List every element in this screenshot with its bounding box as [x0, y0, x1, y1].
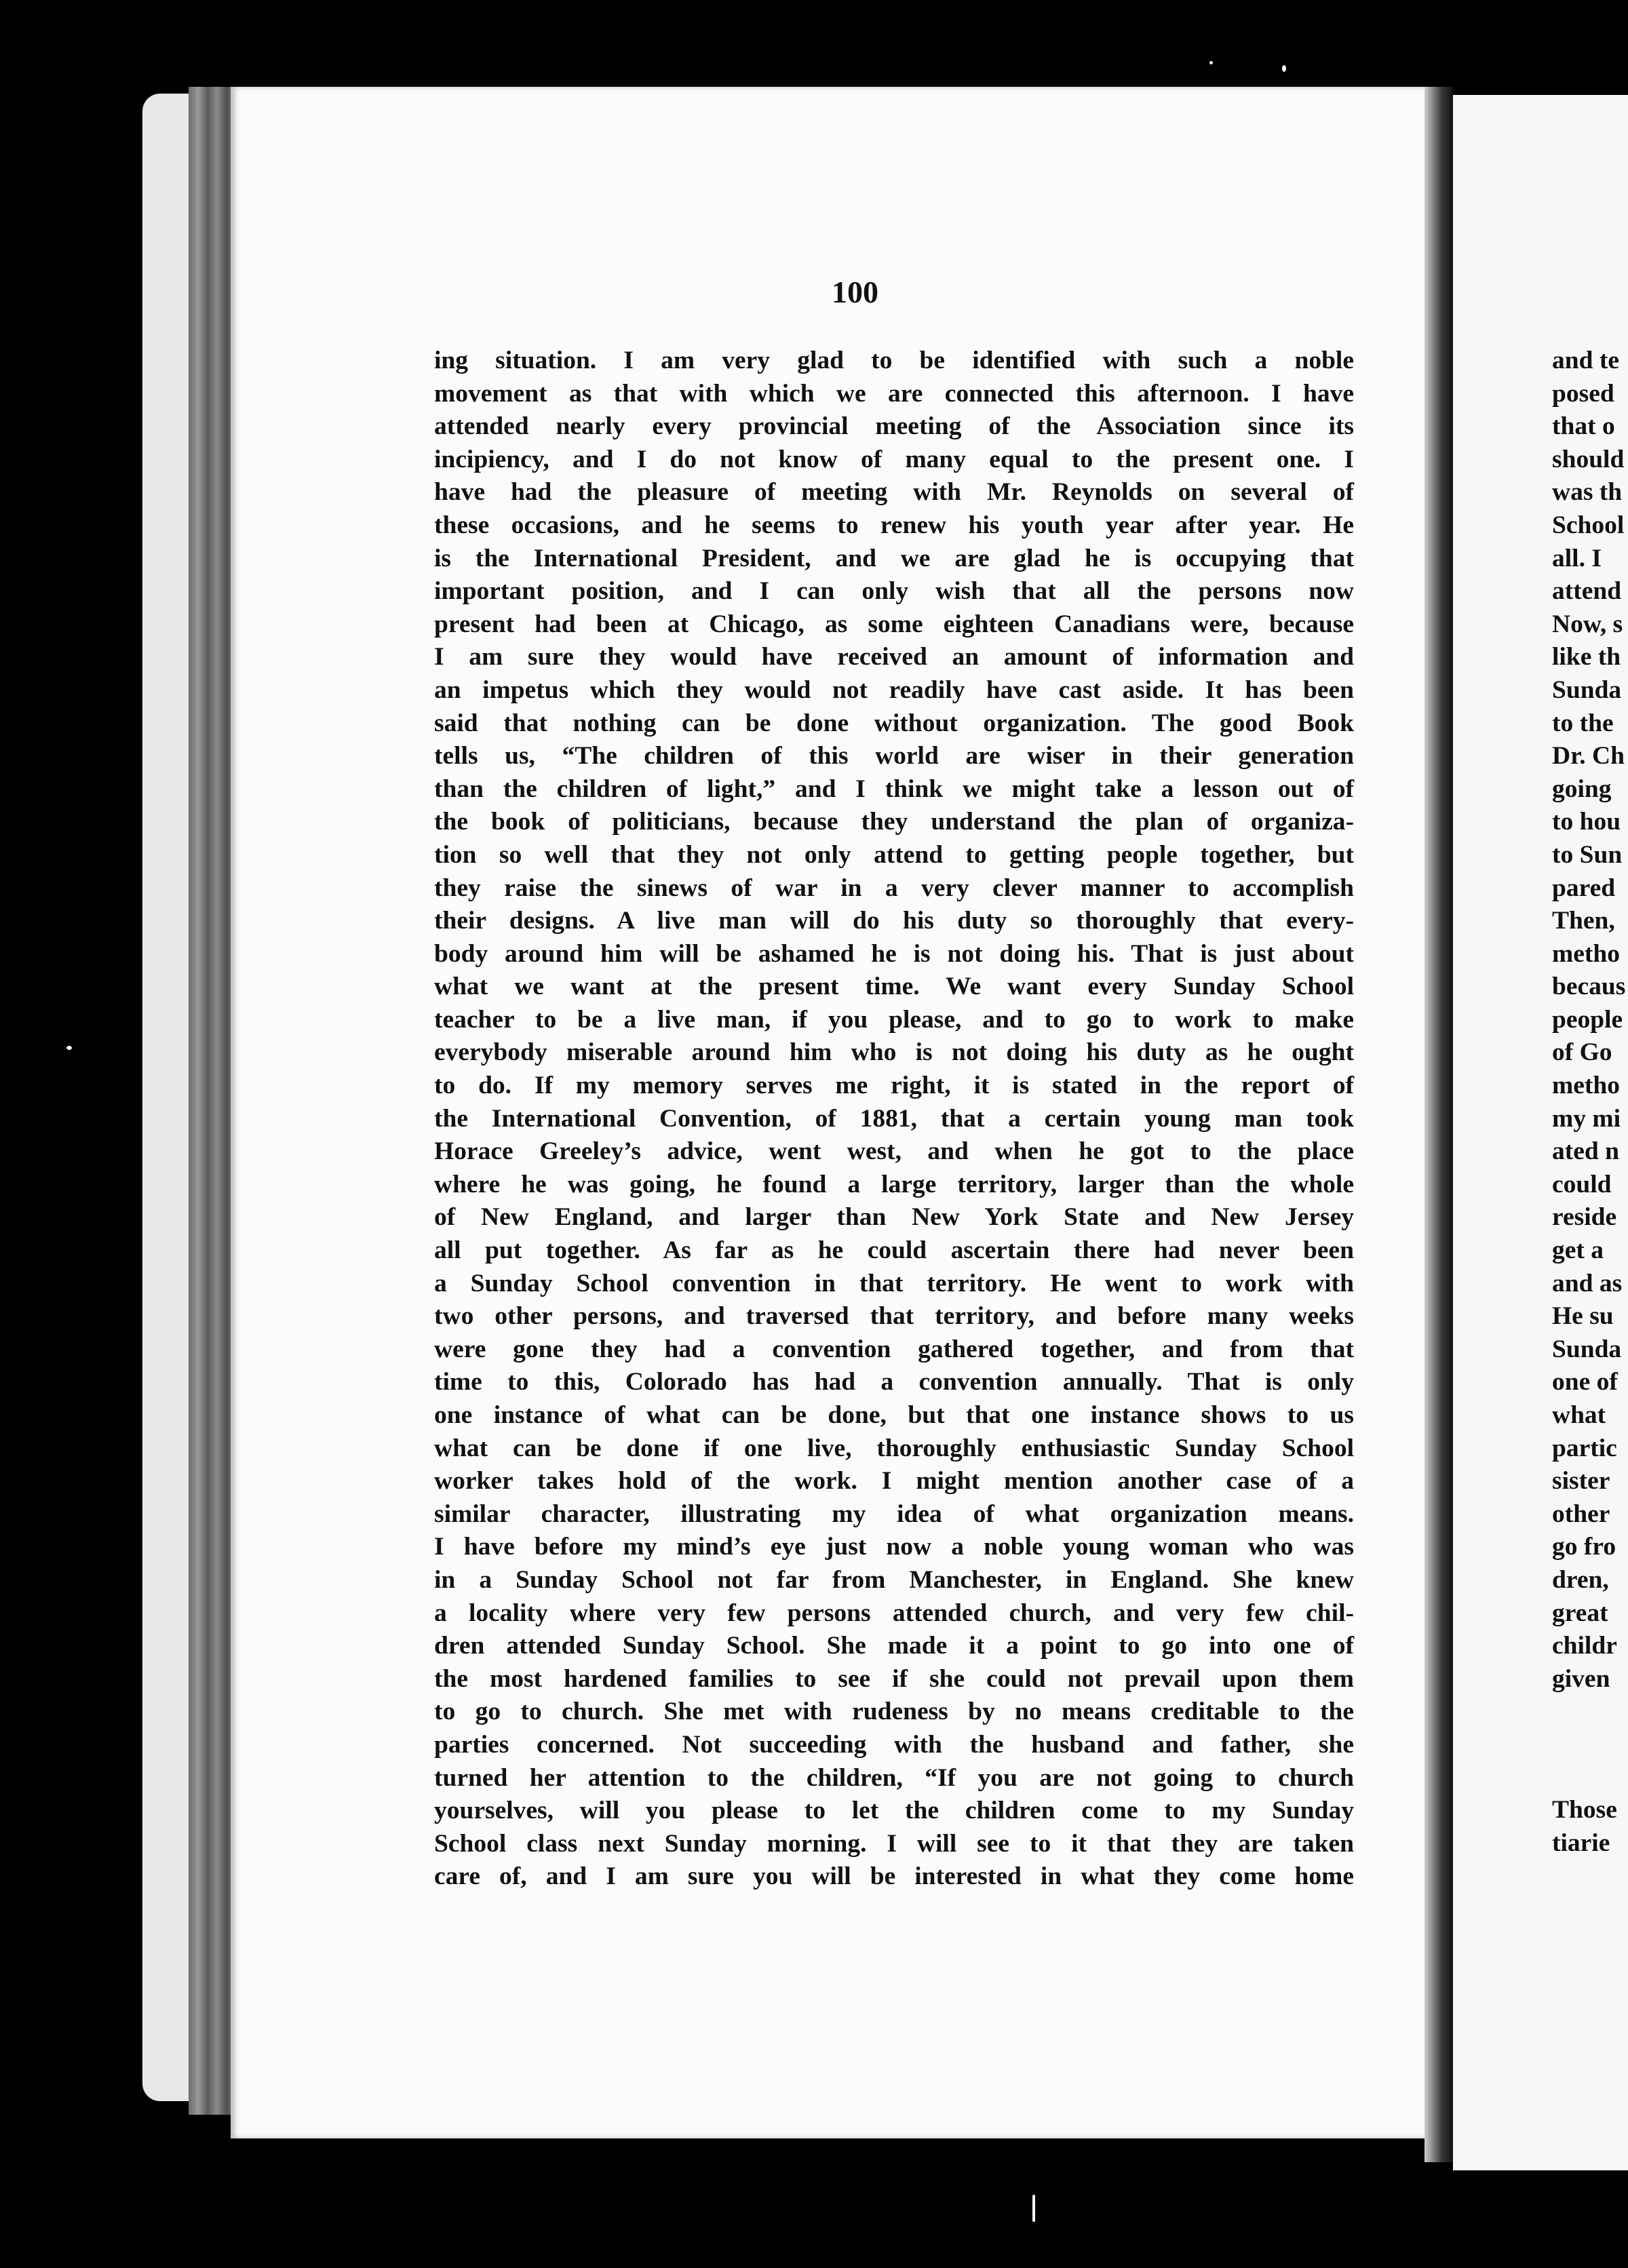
partial-text-line: other [1552, 1500, 1610, 1528]
partial-text-line: great [1552, 1599, 1608, 1627]
partial-text-line: of Go [1552, 1038, 1612, 1067]
partial-text-line: all. I [1552, 544, 1602, 572]
partial-text-line: get a [1552, 1236, 1604, 1265]
text-line: worker takes hold of the work. I might mention another case of a [434, 1467, 1354, 1495]
scan-speck [1032, 2195, 1035, 2222]
text-line: an impetus which they would not readily have cast aside. It has been [434, 676, 1354, 704]
text-line: the International Convention, of 1881, that a certain young man took [434, 1104, 1354, 1133]
scan-speck [1209, 61, 1213, 64]
text-line: I am sure they would have received an amount of information and [434, 643, 1354, 671]
text-line: dren attended Sunday School. She made it a point to go into one of [434, 1632, 1354, 1660]
text-line: is the International President, and we are glad he is occupying that [434, 544, 1354, 572]
partial-text-line: childr [1552, 1632, 1617, 1660]
partial-text-line: Sunda [1552, 676, 1622, 704]
partial-text-line: to Sun [1552, 840, 1623, 869]
text-line: everybody miserable around him who is not doing his duty as he ought [434, 1038, 1354, 1067]
partial-text-line: Sunda [1552, 1335, 1622, 1363]
text-line: yourselves, will you please to let the children come to my Sunday [434, 1797, 1354, 1825]
text-line: the most hardened families to see if she could not prevail upon them [434, 1664, 1354, 1693]
partial-text-line: reside [1552, 1203, 1617, 1232]
partial-text-line: going [1552, 775, 1612, 803]
text-line: what we want at the present time. We want every Sunday School [434, 973, 1354, 1001]
partial-text-line: Those [1552, 1796, 1617, 1824]
text-line: a locality where very few persons attended church, and very few chil- [434, 1599, 1354, 1627]
partial-text-line: given [1552, 1664, 1610, 1693]
text-line: body around him will be ashamed he is not doing his. That is just about [434, 939, 1354, 968]
text-line: the book of politicians, because they understand the plan of organiza- [434, 808, 1354, 836]
text-line: School class next Sunday morning. I will see to it that they are taken [434, 1829, 1354, 1858]
text-line: they raise the sinews of war in a very clever manner to accomplish [434, 874, 1354, 902]
partial-text-line: my mi [1552, 1104, 1621, 1133]
partial-text-line: tiarie [1552, 1829, 1610, 1857]
partial-text-line: that o [1552, 412, 1615, 441]
partial-text-line: and as [1552, 1269, 1623, 1297]
text-line: I have before my mind’s eye just now a noble young woman who was [434, 1533, 1354, 1561]
partial-text-line: to the [1552, 709, 1614, 737]
partial-text-line: should [1552, 445, 1625, 473]
partial-text-line: attend [1552, 577, 1622, 606]
partial-text-line: metho [1552, 1072, 1620, 1100]
partial-text-line: Now, s [1552, 610, 1623, 638]
text-line: attended nearly every provincial meeting of the Association since its [434, 412, 1354, 441]
partial-text-line: metho [1552, 939, 1620, 968]
partial-text-line: Dr. Ch [1552, 742, 1625, 770]
partial-text-line: becaus [1552, 973, 1626, 1001]
text-line: parties concerned. Not succeeding with the husband and father, she [434, 1730, 1354, 1759]
partial-text-line: He su [1552, 1302, 1614, 1331]
text-line: than the children of light,” and I think we might take a lesson out of [434, 775, 1354, 803]
text-line: tells us, “The children of this world are wiser in their generation [434, 742, 1354, 770]
partial-text-line: what [1552, 1401, 1606, 1429]
partial-text-line: posed [1552, 379, 1614, 408]
partial-text-line: one of [1552, 1368, 1618, 1396]
partial-text-line: School [1552, 511, 1625, 539]
text-line: one instance of what can be done, but that one instance shows to us [434, 1401, 1354, 1429]
partial-text-line: was th [1552, 478, 1623, 507]
text-line: movement as that with which we are connected this afternoon. I have [434, 379, 1354, 408]
text-line: a Sunday School convention in that territory. He went to work with [434, 1269, 1354, 1297]
text-line: time to this, Colorado has had a convention annually. That is only [434, 1368, 1354, 1396]
text-line: turned her attention to the children, “If you are not going to church [434, 1763, 1354, 1792]
scan-speck [66, 1046, 72, 1050]
partial-text-line: go fro [1552, 1533, 1616, 1561]
text-line: have had the pleasure of meeting with Mr. Reynolds on several of [434, 478, 1354, 507]
text-line: their designs. A live man will do his duty so thoroughly that every- [434, 907, 1354, 935]
text-line: were gone they had a convention gathered together, and from that [434, 1335, 1354, 1363]
text-line: all put together. As far as he could ascertain there had never been [434, 1236, 1354, 1265]
partial-text-line: dren, [1552, 1565, 1609, 1594]
text-line: similar character, illustrating my idea of what organization means. [434, 1500, 1354, 1528]
partial-text-line: sister [1552, 1467, 1610, 1495]
text-line: tion so well that they not only attend to getting people together, but [434, 840, 1354, 869]
page-number: 100 [832, 275, 878, 309]
text-line: important position, and I can only wish that all the persons now [434, 577, 1354, 606]
text-line: present had been at Chicago, as some eighteen Canadians were, because [434, 610, 1354, 638]
text-line: these occasions, and he seems to renew his youth year after year. He [434, 511, 1354, 539]
text-line: of New England, and larger than New York State and New Jersey [434, 1203, 1354, 1232]
partial-text-line: like th [1552, 643, 1621, 671]
page-stack-edge [189, 87, 236, 2115]
text-line: ing situation. I am very glad to be identified with such a noble [434, 347, 1354, 374]
partial-text-line: to hou [1552, 808, 1621, 836]
partial-text-line: and te [1552, 347, 1619, 374]
right-page-body-text [1552, 345, 1628, 1860]
left-page-body-text [434, 345, 1354, 1894]
partial-text-line: could [1552, 1170, 1612, 1198]
text-line: care of, and I am sure you will be interested in what they come home [434, 1862, 1354, 1891]
partial-text-line: Then, [1552, 907, 1615, 935]
partial-text-line: ated n [1552, 1137, 1619, 1166]
text-line: incipiency, and I do not know of many equal to the present one. I [434, 445, 1354, 473]
text-line: Horace Greeley’s advice, went west, and when he got to the place [434, 1137, 1354, 1166]
text-line: to do. If my memory serves me right, it is stated in the report of [434, 1072, 1354, 1100]
text-line: said that nothing can be done without organization. The good Book [434, 709, 1354, 737]
text-line: to go to church. She met with rudeness by no means creditable to the [434, 1698, 1354, 1726]
partial-text-line: pared [1552, 874, 1616, 902]
partial-text-line: partic [1552, 1434, 1617, 1462]
text-line: where he was going, he found a large territory, larger than the whole [434, 1170, 1354, 1198]
text-line: what can be done if one live, thoroughly enthusiastic Sunday School [434, 1434, 1354, 1462]
text-line: two other persons, and traversed that territory, and before many weeks [434, 1302, 1354, 1331]
text-line: in a Sunday School not far from Manchester, in England. She knew [434, 1565, 1354, 1594]
scan-speck [1282, 65, 1286, 72]
blank-gap [1552, 1696, 1628, 1794]
book-gutter [1424, 87, 1453, 2162]
partial-text-line: people [1552, 1005, 1623, 1034]
text-line: teacher to be a live man, if you please, and to go to work to make [434, 1005, 1354, 1034]
